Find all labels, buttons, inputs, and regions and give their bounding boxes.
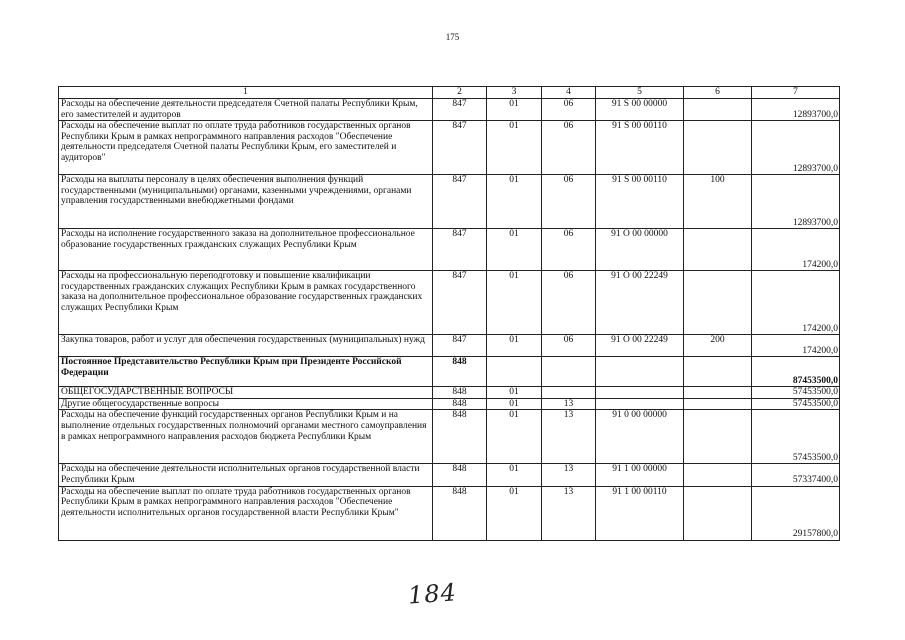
code-cell: 01 — [487, 486, 542, 540]
handwritten-page-number: 184 — [407, 578, 458, 610]
table-row — [59, 464, 840, 486]
code-cell: 01 — [487, 99, 542, 121]
table-row — [59, 175, 840, 229]
code-cell — [684, 398, 752, 410]
code-cell: 100 — [684, 175, 752, 229]
budget-table — [58, 86, 840, 541]
code-cell: 06 — [542, 175, 596, 229]
code-cell: 91 О 00 00000 — [596, 229, 684, 271]
code-cell: 848 — [433, 387, 487, 399]
code-cell — [684, 229, 752, 271]
code-cell: 847 — [433, 99, 487, 121]
code-cell — [684, 410, 752, 464]
amount-cell: 12893700,0 — [752, 99, 840, 121]
table-row — [59, 357, 840, 387]
code-cell — [487, 357, 542, 387]
table-row — [59, 121, 840, 175]
row-name-cell: Закупка товаров, работ и услуг для обеспечения государственных (муниципальных) нужд — [59, 335, 433, 357]
code-cell — [684, 271, 752, 335]
amount-cell: 174200,0 — [752, 271, 840, 335]
code-cell: 847 — [433, 175, 487, 229]
code-cell: 847 — [433, 229, 487, 271]
code-cell: 91 1 00 00000 — [596, 464, 684, 486]
column-header: 4 — [542, 87, 596, 99]
code-cell: 91 О 00 22249 — [596, 271, 684, 335]
table-row — [59, 398, 840, 410]
column-header: 7 — [752, 87, 840, 99]
code-cell: 01 — [487, 464, 542, 486]
code-cell: 848 — [433, 357, 487, 387]
amount-cell: 12893700,0 — [752, 121, 840, 175]
code-cell: 91 S 00 00110 — [596, 121, 684, 175]
page-number: 175 — [445, 32, 460, 42]
code-cell: 01 — [487, 387, 542, 399]
column-header: 2 — [433, 87, 487, 99]
code-cell: 06 — [542, 121, 596, 175]
code-cell: 91 О 00 22249 — [596, 335, 684, 357]
code-cell: 848 — [433, 464, 487, 486]
amount-cell: 174200,0 — [752, 335, 840, 357]
table-row — [59, 486, 840, 540]
code-cell — [596, 357, 684, 387]
amount-cell: 12893700,0 — [752, 175, 840, 229]
code-cell: 847 — [433, 271, 487, 335]
header-row — [59, 87, 840, 99]
code-cell: 06 — [542, 99, 596, 121]
code-cell: 13 — [542, 486, 596, 540]
table-row — [59, 229, 840, 271]
code-cell: 01 — [487, 121, 542, 175]
code-cell — [684, 486, 752, 540]
row-name-cell: Расходы на обеспечение функций государственных органов Республики Крым и на выполнение отдельных государственных полномочий органами местного самоуправления в рамках непрограммного направления расходов бюджета Республики Крым — [59, 410, 433, 464]
code-cell: 848 — [433, 410, 487, 464]
code-cell — [684, 99, 752, 121]
amount-cell: 174200,0 — [752, 229, 840, 271]
code-cell — [684, 387, 752, 399]
code-cell: 01 — [487, 271, 542, 335]
row-name-cell: Расходы на исполнение государственного заказа на дополнительное профессиональное образование государственных гражданских служащих Республики Крым — [59, 229, 433, 271]
row-name-cell: Расходы на выплаты персоналу в целях обеспечения выполнения функций государственными (муниципальными) органами, казенными учреждениями, органами управления государственными внебюджетными фондами — [59, 175, 433, 229]
amount-cell: 57337400,0 — [752, 464, 840, 486]
code-cell: 06 — [542, 335, 596, 357]
row-name-cell: Расходы на обеспечение выплат по оплате труда работников государственных органов Республики Крым в рамках непрограммного направления расходов "Обеспечение деятельности председателя Счетной палаты Республики Крым, его заместителей и аудиторов" — [59, 121, 433, 175]
row-name-cell: Расходы на обеспечение деятельности председателя Счетной палаты Республики Крым, его заместителей и аудиторов — [59, 99, 433, 121]
column-header: 1 — [59, 87, 433, 99]
code-cell: 200 — [684, 335, 752, 357]
code-cell — [684, 464, 752, 486]
code-cell: 06 — [542, 271, 596, 335]
amount-cell: 57453500,0 — [752, 387, 840, 399]
code-cell — [596, 387, 684, 399]
code-cell — [684, 357, 752, 387]
code-cell: 13 — [542, 398, 596, 410]
table-row — [59, 99, 840, 121]
code-cell: 848 — [433, 398, 487, 410]
code-cell — [684, 121, 752, 175]
code-cell — [542, 387, 596, 399]
row-name-cell: ОБЩЕГОСУДАРСТВЕННЫЕ ВОПРОСЫ — [59, 387, 433, 399]
code-cell: 91 S 00 00000 — [596, 99, 684, 121]
code-cell: 848 — [433, 486, 487, 540]
code-cell: 847 — [433, 121, 487, 175]
code-cell — [542, 357, 596, 387]
row-name-cell: Расходы на профессиональную переподготовку и повышение квалификации государственных гражданских служащих Республики Крым в рамках государственного заказа на дополнительное профессиональное образование государственных гражданских служащих Республики Крым — [59, 271, 433, 335]
row-name-cell: Постоянное Представительство Республики Крым при Президенте Российской Федерации — [59, 357, 433, 387]
amount-cell: 29157800,0 — [752, 486, 840, 540]
column-header: 5 — [596, 87, 684, 99]
row-name-cell: Другие общегосударственные вопросы — [59, 398, 433, 410]
amount-cell: 57453500,0 — [752, 410, 840, 464]
code-cell: 01 — [487, 335, 542, 357]
table-row — [59, 271, 840, 335]
code-cell: 91 1 00 00110 — [596, 486, 684, 540]
code-cell: 13 — [542, 464, 596, 486]
amount-cell: 57453500,0 — [752, 398, 840, 410]
row-name-cell: Расходы на обеспечение выплат по оплате труда работников государственных органов Республики Крым в рамках непрограммного направления расходов "Обеспечение деятельности исполнительных органов государственной власти Республики Крым" — [59, 486, 433, 540]
code-cell: 06 — [542, 229, 596, 271]
table-row — [59, 335, 840, 357]
code-cell: 91 S 00 00110 — [596, 175, 684, 229]
code-cell: 91 0 00 00000 — [596, 410, 684, 464]
row-name-cell: Расходы на обеспечение деятельности исполнительных органов государственной власти Республики Крым — [59, 464, 433, 486]
table-row — [59, 387, 840, 399]
column-header: 3 — [487, 87, 542, 99]
code-cell: 847 — [433, 335, 487, 357]
code-cell: 01 — [487, 229, 542, 271]
code-cell: 01 — [487, 410, 542, 464]
amount-cell: 87453500,0 — [752, 357, 840, 387]
code-cell: 01 — [487, 175, 542, 229]
table-row — [59, 410, 840, 464]
code-cell: 01 — [487, 398, 542, 410]
code-cell — [596, 398, 684, 410]
code-cell: 13 — [542, 410, 596, 464]
column-header: 6 — [684, 87, 752, 99]
